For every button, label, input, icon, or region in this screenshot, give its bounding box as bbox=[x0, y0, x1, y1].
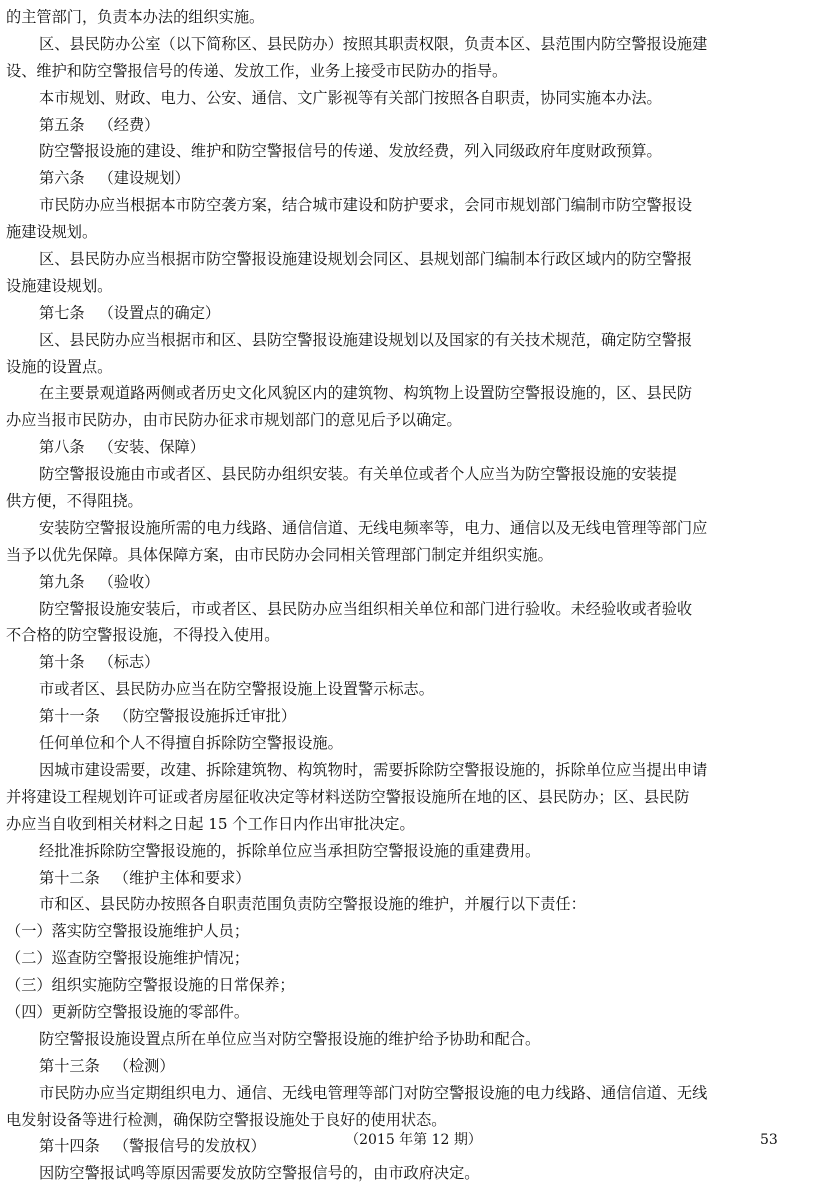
article-title: （检测） bbox=[113, 1056, 175, 1075]
article-number: 第六条 bbox=[39, 169, 85, 188]
paragraph-first-line: 防空警报设施设置点所在单位应当对防空警报设施的维护给予协助和配合。 bbox=[39, 1029, 541, 1048]
article-number: 第七条 bbox=[39, 303, 85, 322]
article-heading bbox=[6, 569, 821, 596]
paragraph-first-line: 经批准拆除防空警报设施的，拆除单位应当承担防空警报设施的重建费用。 bbox=[39, 841, 541, 860]
paragraph-first-line: 防空警报设施的建设、维护和防空警报信号的传递、发放经费，列入同级政府年度财政预算。 bbox=[39, 142, 662, 161]
paragraph-first-line: 市民防办应当根据本市防空袭方案，结合城市建设和防护要求，会同市规划部门编制市防空警报设 bbox=[39, 196, 693, 215]
paragraph-line: （四）更新防空警报设施的零部件。 bbox=[6, 1002, 249, 1021]
paragraph-line: （二）巡查防空警报设施维护情况； bbox=[6, 949, 249, 968]
paragraph-first-line: 市或者区、县民防办应当在防空警报设施上设置警示标志。 bbox=[39, 680, 434, 699]
paragraph-line: 办应当报市民防办，由市民防办征求市规划部门的意见后予以确定。 bbox=[6, 411, 462, 430]
article-heading bbox=[6, 649, 821, 676]
paragraph-line: 当予以优先保障。具体保障方案，由市民防办会同相关管理部门制定并组织实施。 bbox=[6, 545, 553, 564]
paragraph-line: 设、维护和防空警报信号的传递、发放工作，业务上接受市民防办的指导。 bbox=[6, 61, 508, 80]
article-number: 第十三条 bbox=[39, 1056, 100, 1075]
paragraph-first-line: 因城市建设需要，改建、拆除建筑物、构筑物时，需要拆除防空警报设施的，拆除单位应当提出申请 bbox=[39, 760, 708, 779]
article-title: （警报信号的发放权） bbox=[113, 1137, 266, 1156]
article-heading bbox=[6, 865, 821, 892]
article-number: 第八条 bbox=[39, 438, 85, 457]
article-title: （经费） bbox=[98, 115, 160, 134]
paragraph-line: 供方便，不得阻挠。 bbox=[6, 492, 143, 511]
article-number: 第十一条 bbox=[39, 707, 100, 726]
article-number: 第五条 bbox=[39, 115, 85, 134]
paragraph-line: 电发射设备等进行检测，确保防空警报设施处于良好的使用状态。 bbox=[6, 1110, 447, 1129]
article-title: （验收） bbox=[98, 572, 160, 591]
article-title: （安装、保障） bbox=[98, 438, 205, 457]
document-body bbox=[6, 4, 821, 1187]
article-title: （设置点的确定） bbox=[98, 303, 221, 322]
paragraph-first-line: 因防空警报试鸣等原因需要发放防空警报信号的，由市政府决定。 bbox=[39, 1164, 480, 1183]
issue-label: （2015 年第 12 期） bbox=[345, 1132, 482, 1148]
paragraph-first-line: 在主要景观道路两侧或者历史文化风貌区内的建筑物、构筑物上设置防空警报设施的，区、县民防 bbox=[39, 384, 693, 403]
paragraph-first-line: 区、县民防办应当根据市防空警报设施建设规划会同区、县规划部门编制本行政区域内的防空警报 bbox=[39, 250, 693, 269]
article-heading bbox=[6, 434, 821, 461]
paragraph-first-line: 市和区、县民防办按照各自职责范围负责防空警报设施的维护，并履行以下责任： bbox=[39, 895, 586, 914]
article-number: 第十四条 bbox=[39, 1137, 100, 1156]
article-title: （标志） bbox=[98, 653, 160, 672]
paragraph-first-line: 市民防办应当定期组织电力、通信、无线电管理等部门对防空警报设施的电力线路、通信信道、无线 bbox=[39, 1083, 708, 1102]
article-heading bbox=[6, 1053, 821, 1080]
paragraph-line: （一）落实防空警报设施维护人员； bbox=[6, 922, 249, 941]
paragraph-first-line: 本市规划、财政、电力、公安、通信、文广影视等有关部门按照各自职责，协同实施本办法。 bbox=[39, 88, 662, 107]
paragraph-line: （三）组织实施防空警报设施的日常保养； bbox=[6, 976, 295, 995]
paragraph-first-line: 区、县民防办应当根据市和区、县防空警报设施建设规划以及国家的有关技术规范，确定防空警报 bbox=[39, 330, 693, 349]
paragraph-first-line: 防空警报设施由市或者区、县民防办组织安装。有关单位或者个人应当为防空警报设施的安装提 bbox=[39, 465, 677, 484]
page-number: 53 bbox=[760, 1132, 778, 1148]
paragraph-line: 并将建设工程规划许可证或者房屋征收决定等材料送防空警报设施所在地的区、县民防办；区、县民防 bbox=[6, 787, 690, 806]
article-number: 第十条 bbox=[39, 653, 85, 672]
article-number: 第九条 bbox=[39, 572, 85, 591]
paragraph-line: 设施的设置点。 bbox=[6, 357, 113, 376]
paragraph-line: 不合格的防空警报设施，不得投入使用。 bbox=[6, 626, 280, 645]
article-heading bbox=[6, 112, 821, 139]
paragraph-line: 设施建设规划。 bbox=[6, 276, 113, 295]
paragraph-first-line: 安装防空警报设施所需的电力线路、通信信道、无线电频率等，电力、通信以及无线电管理等部门应 bbox=[39, 518, 708, 537]
paragraph-line: 施建设规划。 bbox=[6, 223, 98, 242]
article-title: （建设规划） bbox=[98, 169, 190, 188]
article-title: （防空警报设施拆迁审批） bbox=[113, 707, 296, 726]
paragraph-line: 的主管部门，负责本办法的组织实施。 bbox=[6, 8, 265, 26]
article-heading bbox=[6, 165, 821, 192]
article-number: 第十二条 bbox=[39, 868, 100, 887]
article-heading bbox=[6, 703, 821, 730]
paragraph-first-line: 防空警报设施安装后，市或者区、县民防办应当组织相关单位和部门进行验收。未经验收或者验收 bbox=[39, 599, 693, 618]
paragraph-first-line: 区、县民防办公室（以下简称区、县民防办）按照其职责权限，负责本区、县范围内防空警报设施建 bbox=[39, 34, 708, 53]
article-title: （维护主体和要求） bbox=[113, 868, 251, 887]
paragraph-line: 办应当自收到相关材料之日起 15 个工作日内作出审批决定。 bbox=[6, 814, 415, 833]
article-heading bbox=[6, 300, 821, 327]
paragraph-first-line: 任何单位和个人不得擅自拆除防空警报设施。 bbox=[39, 734, 343, 753]
